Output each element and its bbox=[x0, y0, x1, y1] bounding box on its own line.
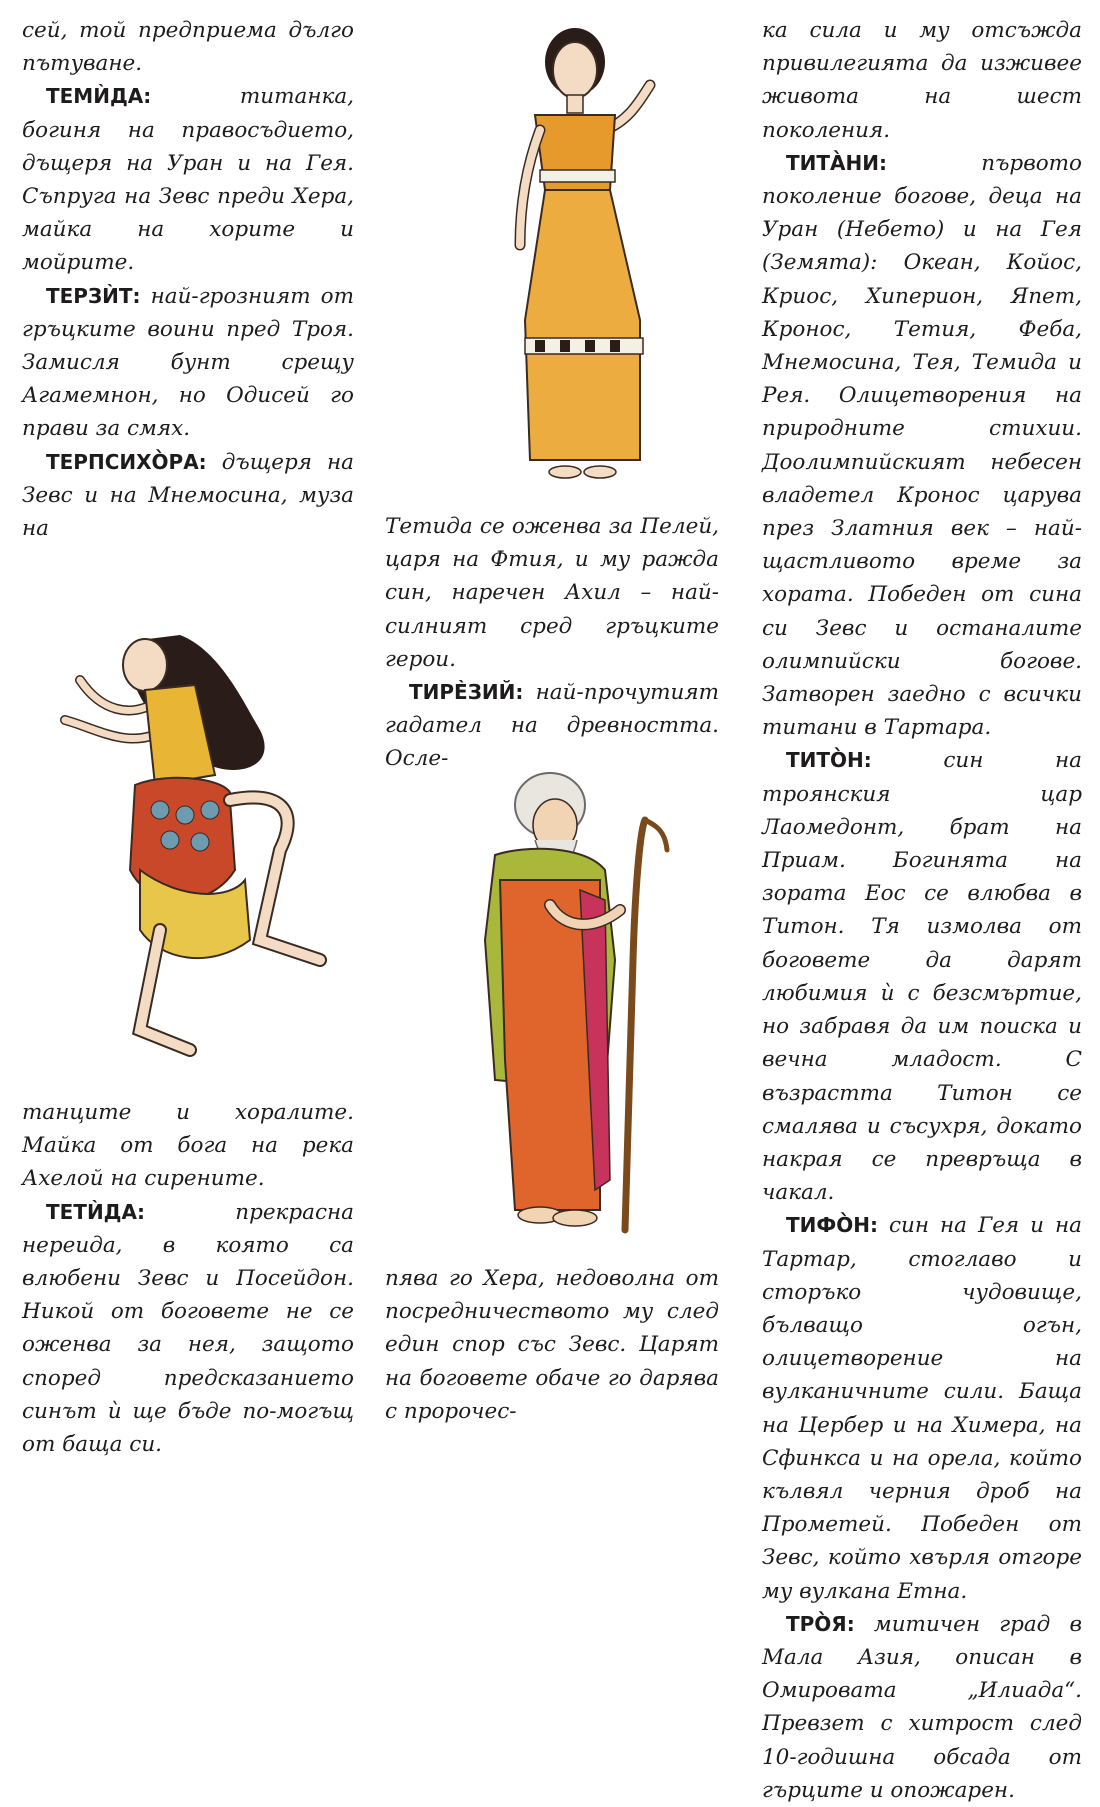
definition: най-прочутият гадател на древността. Осле- bbox=[385, 680, 719, 772]
definition: първото поколение богове, деца на Уран (Небето) и на Гея (Земята): Океан, Койос, Криос, Хиперион, Япет, Кронос, Тетия, Феба, Мнемосина, Тея, Темида и Рея. Олицетворения на природните стихии. Доолимпийският небесен владетел Кронос царува през Златния век – най-щастливото време за хората. Победен от сина си Зевс и останалите олимпийски богове. Затворен заедно с всички титани в Тартара. bbox=[762, 150, 1082, 741]
headword: ТЕМЍДА: bbox=[46, 84, 152, 109]
continuation-text: сей, той предприема дълго пътуване. bbox=[22, 18, 354, 77]
continuation-text: Тетида се оженва за Пелей, царя на Фтия, и му ражда син, наречен Ахил – най-силният сред гръцките герои. bbox=[385, 514, 719, 672]
headword: ТРО̀Я: bbox=[786, 1611, 855, 1636]
column-3 bbox=[762, 14, 1082, 1807]
definition: най-грозният от гръцките воини пред Троя. Замисля бунт срещу Агамемнон, но Одисей го прави за смях. bbox=[22, 283, 354, 442]
definition: син на троянския цар Лаомедонт, брат на Приам. Богинята на зората Еос се влюбва в Титон. Тя измолва от боговете да дарят любимия ѝ с безсмъртие, но забравя да им поиска и вечна младост. С възрастта Титон се смалява и съсухря, докато накрая се превръща в чакал. bbox=[762, 748, 1082, 1206]
headword: ТЕРЗЍТ: bbox=[46, 283, 141, 308]
column-1-bottom bbox=[22, 1096, 354, 1461]
headword: ТИФО̀Н: bbox=[786, 1213, 878, 1238]
definition: дъщеря на Зевс и на Мнемосина, муза на bbox=[22, 449, 354, 542]
headword: ТЕРПСИХО̀РА: bbox=[46, 449, 207, 474]
entry-titani bbox=[762, 147, 1082, 745]
definition: титанка, богиня на правосъдието, дъщеря на Уран и на Гея. Съпруга на Зевс преди Хера, майка на хорите и мойрите. bbox=[22, 84, 354, 276]
entry-tifon bbox=[762, 1209, 1082, 1607]
continuation-text: танците и хоралите. Майка от бога на река Ахелой на сирените. bbox=[22, 1100, 354, 1192]
definition: син на Гея и на Тартар, стоглаво и сторъко чудовище, бълващо огън, олицетворение на вулканичните сили. Баща на Цербер и на Химера, на Сфинкса и на орела, който кълвял черния дроб на Прометей. Победен от Зевс, който хвърля отгоре му вулкана Етна. bbox=[762, 1213, 1082, 1604]
dancer-illustration bbox=[30, 610, 340, 1080]
tiresias-illustration bbox=[455, 760, 685, 1240]
continuation-text: пява го Хера, недоволна от посредничеството му след един спор със Зевс. Царят на боговете обаче го дарява с пророчес- bbox=[385, 1266, 719, 1424]
entry-terpsihora bbox=[22, 446, 354, 546]
headword: ТИРЀЗИЙ: bbox=[409, 680, 524, 705]
column-2-middle bbox=[385, 510, 719, 776]
column-1-top bbox=[22, 14, 354, 545]
entry-titon bbox=[762, 744, 1082, 1209]
headword: ТИТА̀НИ: bbox=[786, 150, 887, 175]
definition: прекрасна нереида, в която са влюбени Зевс и Посейдон. Никой от боговете не се оженва за нея, защото според предсказанието синът ѝ ще бъде по-могъщ от баща си. bbox=[22, 1199, 354, 1458]
continuation-text: ка сила и му отсъжда привилегията да изживее живота на шест поколения. bbox=[762, 18, 1082, 143]
entry-temida bbox=[22, 80, 354, 279]
thetis-illustration bbox=[490, 20, 690, 490]
entry-terzit bbox=[22, 280, 354, 446]
column-2-bottom bbox=[385, 1262, 719, 1428]
entry-tetida bbox=[22, 1196, 354, 1462]
headword: ТИТО̀Н: bbox=[786, 748, 872, 773]
definition: митичен град в Мала Азия, описан в Омировата „Илиада“. Превзет с хитрост след 10-годишна обсада от гърците и опожарен. bbox=[762, 1611, 1082, 1803]
entry-troya bbox=[762, 1608, 1082, 1807]
headword: ТЕТЍДА: bbox=[46, 1199, 145, 1224]
